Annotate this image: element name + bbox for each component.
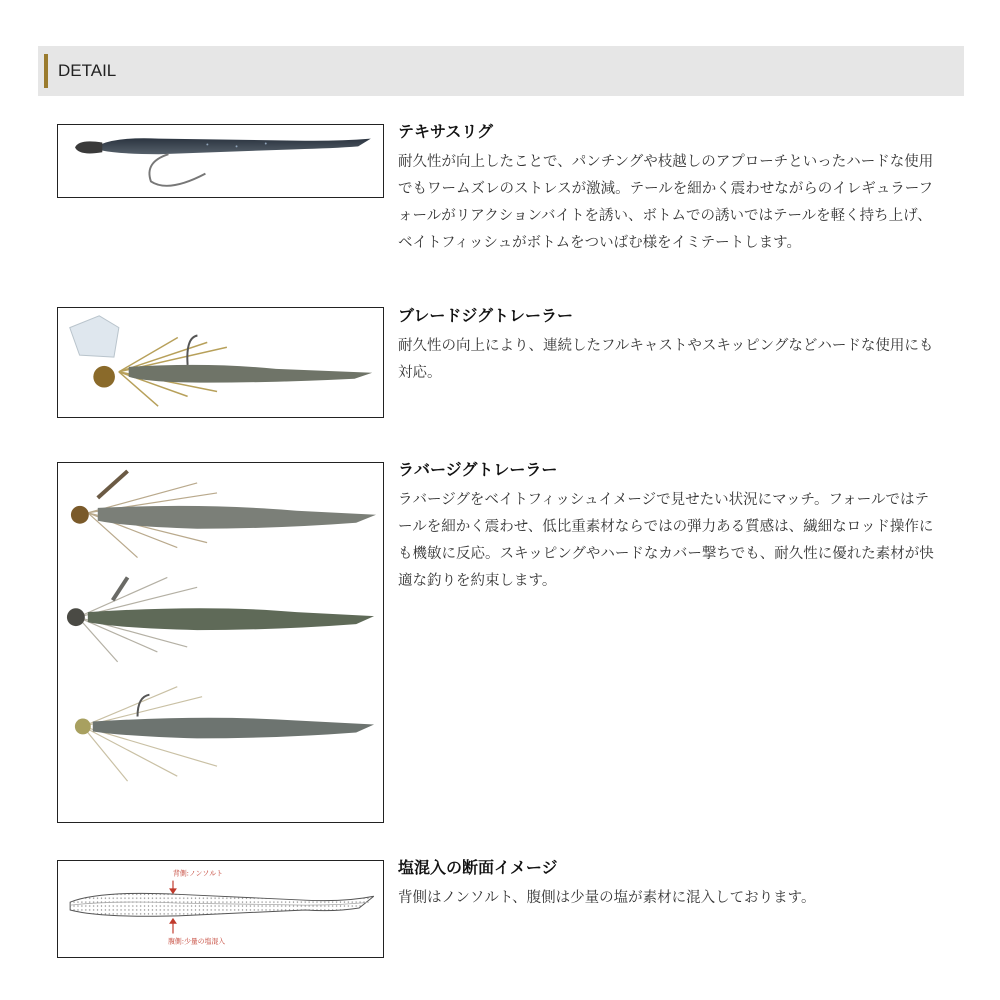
rubber-jig-body: ラバージグをベイトフィッシュイメージで見せたい状況にマッチ。フォールではテールを細かく震わせ、低比重素材ならではの弾力ある質感は、繊細なロッド操作にも機敏に反応。スキッピングやハードなカバー撃ちでも、耐久性に優れた素材が快適な釣りを約束します。 [398, 492, 934, 589]
salt-section-text [398, 857, 938, 912]
salt-section-image [57, 860, 384, 958]
texas-rig-text [398, 121, 938, 257]
salt-section-title: 塩混入の断面イメージ [398, 858, 558, 877]
bottom-label: 腹側:少量の塩混入 [168, 937, 226, 946]
blade-jig-image [57, 307, 384, 418]
header-title: DETAIL [58, 61, 117, 80]
texas-rig-title: テキサスリグ [398, 122, 494, 141]
blade-jig-illustration [58, 308, 383, 417]
rubber-jig-image [57, 462, 384, 823]
rubber-jig-illustration [58, 463, 383, 822]
texas-rig-body: 耐久性が向上したことで、パンチングや枝越しのアプローチといったハードな使用でもワームズレのストレスが激減。テールを細かく震わせながらのイレギュラーフォールがリアクションバイトを誘い、ボトムでの誘いではテールを軽く持ち上げ、ベイトフィッシュがボトムをついばむ様をイミテートします。 [398, 154, 934, 251]
rubber-jig-text [398, 459, 938, 595]
salt-section-body: 背側はノンソルト、腹側は少量の塩が素材に混入しております。 [398, 890, 816, 906]
header-accent-bar [44, 54, 48, 88]
rubber-jig-title: ラバージグトレーラー [398, 460, 558, 479]
section-header [38, 46, 964, 96]
blade-jig-body: 耐久性の向上により、連続したフルキャストやスキッピングなどハードな使用にも対応。 [398, 338, 934, 381]
top-label: 背側:ノンソルト [172, 869, 223, 878]
salt-section-diagram [58, 861, 383, 957]
blade-jig-title: ブレードジグトレーラー [398, 306, 574, 325]
texas-rig-image [57, 124, 384, 198]
texas-rig-illustration [58, 125, 383, 197]
blade-jig-text [398, 305, 938, 387]
